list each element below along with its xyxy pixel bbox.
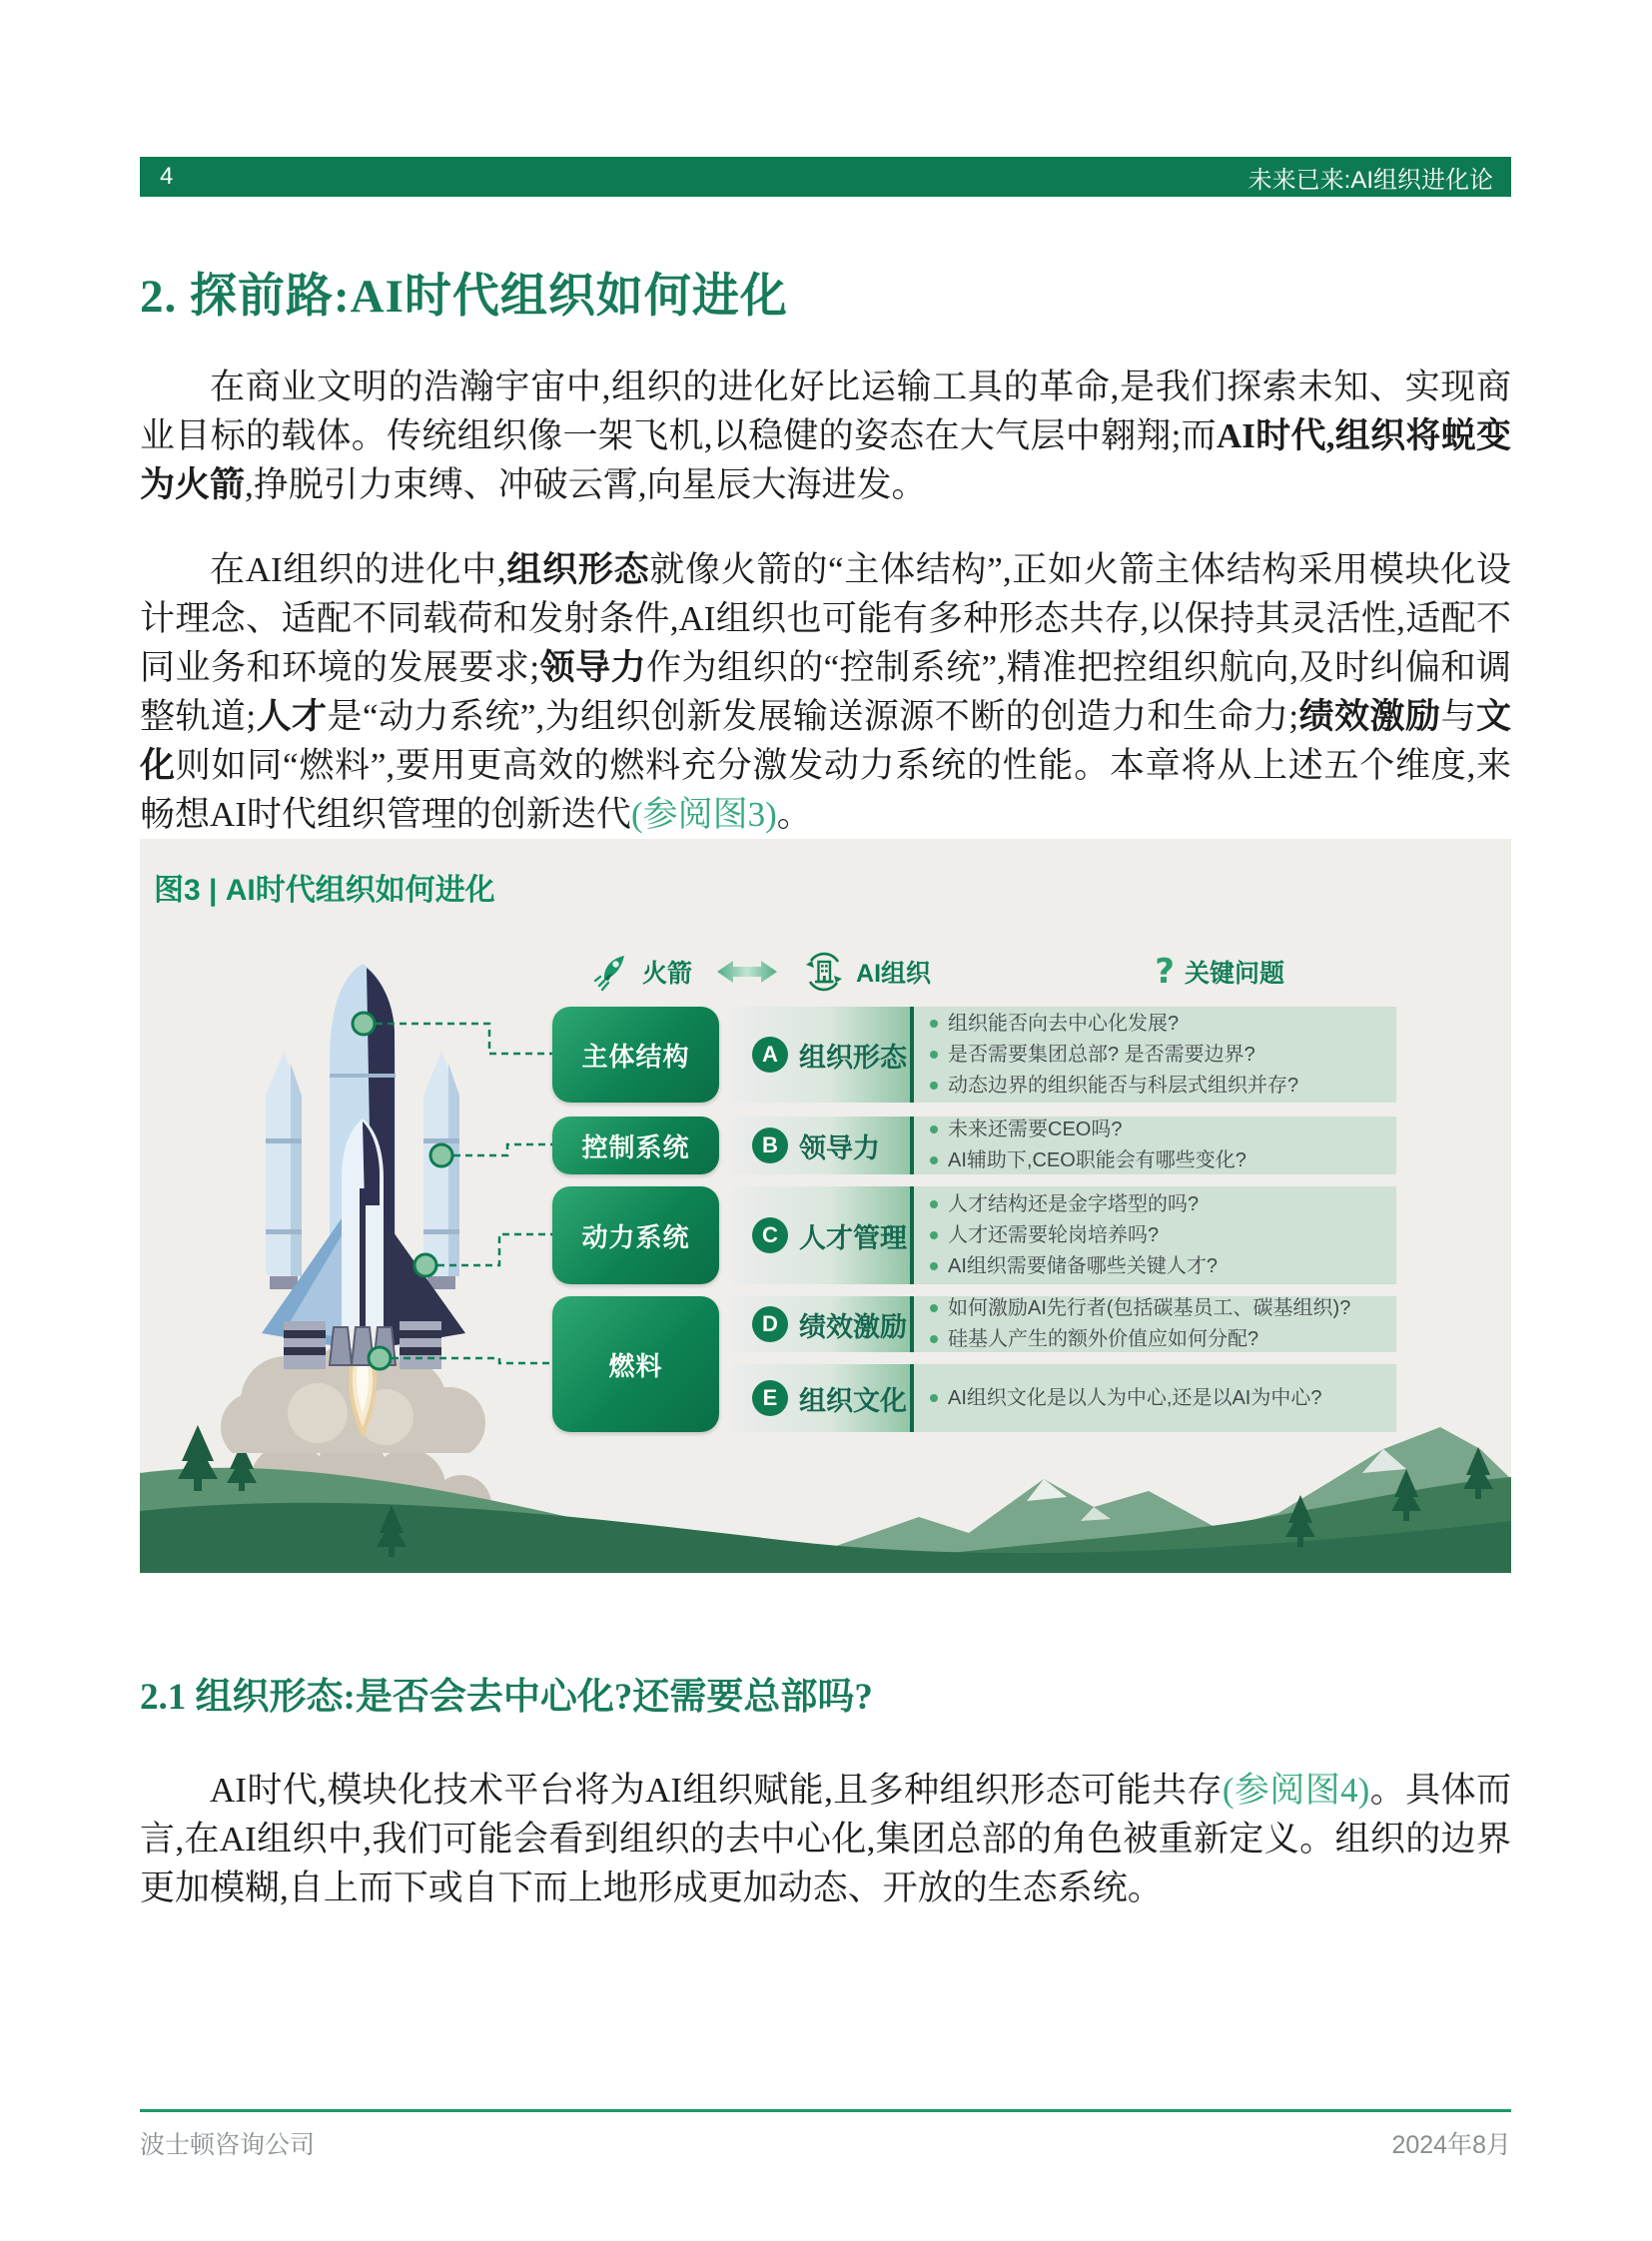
question-text: 未来还需要CEO吗?: [948, 1119, 1123, 1140]
paragraph-2: [140, 545, 1511, 839]
question-item: [930, 1220, 1386, 1251]
footer-company: 波士顿咨询公司: [140, 2131, 316, 2159]
rocket-part-box: 主体结构: [552, 1007, 719, 1103]
question-bullet: [930, 1231, 938, 1239]
question-text: 人才结构还是金字塔型的吗?: [948, 1192, 1200, 1215]
section-2-heading: 2. 探前路:AI时代组织如何进化: [140, 271, 788, 323]
legend-rocket: [592, 952, 692, 992]
question-item: [930, 1009, 1386, 1040]
question-bullet: [930, 1200, 938, 1208]
question-text: AI辅助下,CEO职能会有哪些变化?: [948, 1149, 1246, 1171]
key-questions-label: 关键问题: [1184, 960, 1284, 988]
question-item: [930, 1251, 1386, 1282]
text-run: AI时代,组织将蜕变为火箭: [140, 416, 1511, 504]
question-bullet: [930, 1304, 938, 1312]
paragraph-1: [140, 363, 1511, 509]
doc-header-title: 未来已来:AI组织进化论: [1247, 166, 1493, 194]
aspect-cell: [732, 1296, 910, 1352]
question-text: AI组织文化是以人为中心,还是以AI为中心?: [948, 1386, 1322, 1409]
question-text: AI组织需要储备哪些关键人才?: [948, 1254, 1219, 1277]
questions-cell: [910, 1186, 1396, 1284]
question-item: [930, 1324, 1386, 1355]
question-item: [930, 1145, 1386, 1176]
figure-3: [140, 839, 1511, 1573]
section-2-1-heading: 2.1 组织形态:是否会去中心化?还需要总部吗?: [140, 1677, 873, 1718]
rocket-part-box: 动力系统: [552, 1186, 719, 1284]
text-run: 与: [1440, 697, 1476, 736]
page-footer: [140, 2125, 1511, 2161]
figure-row: [732, 1364, 1396, 1432]
text-run: ,挣脱引力束缚、冲破云霄,向星辰大海进发。: [245, 465, 927, 504]
text-run: 是“动力系统”,为组织创新发展输送源源不断的创造力和生命力;: [327, 697, 1299, 736]
letter-badge: C: [752, 1217, 788, 1253]
ai-org-icon: [802, 950, 846, 994]
rocket-part-box: 控制系统: [552, 1117, 719, 1174]
questions-cell: [910, 1364, 1396, 1432]
aspects-column: [732, 1007, 1396, 1432]
question-text: 是否需要集团总部? 是否需要边界?: [948, 1043, 1255, 1066]
figure-legend: [552, 943, 1396, 1001]
paragraph-3: [140, 1766, 1511, 1912]
rocket-part-box: 燃料: [552, 1296, 719, 1432]
legend-ai-org: [802, 950, 931, 994]
text-run: AI时代,模块化技术平台将为AI组织赋能,且多种组织形态可能共存: [210, 1771, 1223, 1810]
aspect-cell: [732, 1186, 910, 1284]
question-bullet: [930, 1156, 938, 1164]
letter-badge: B: [752, 1127, 788, 1163]
question-mark-icon: ?: [1155, 952, 1175, 992]
aspect-label: 绩效激励: [799, 1311, 907, 1342]
aspect-cell: [732, 1364, 910, 1432]
aspect-label: 组织形态: [799, 1042, 907, 1073]
rocket-legend-label: 火箭: [642, 960, 693, 988]
text-run: 。: [776, 795, 812, 834]
question-item: [930, 1189, 1386, 1220]
figure-title: 图3 | AI时代组织如何进化: [154, 874, 495, 907]
question-bullet: [930, 1262, 938, 1270]
text-run: 作为组织的“控制系统”,精准把控组织航向,及时纠偏和调整轨道;: [140, 648, 1511, 736]
question-bullet: [930, 1394, 938, 1402]
text-run: 组织形态: [505, 550, 650, 589]
text-run: 在AI组织的进化中,: [210, 550, 506, 589]
rocket-icon: [592, 952, 632, 992]
question-bullet: [930, 1125, 938, 1133]
text-run: 就像火箭的“主体结构”,正如火箭主体结构采用模块化设计理念、适配不同载荷和发射条件,AI组织也可能有多种形态共存,以保持其灵活性,适配不同业务和环境的发展要求;: [140, 550, 1511, 687]
question-bullet: [930, 1051, 938, 1059]
question-bullet: [930, 1020, 938, 1028]
aspect-label: 组织文化: [799, 1385, 907, 1416]
text-run: 人才: [256, 697, 328, 736]
letter-badge: E: [752, 1380, 788, 1416]
page-number: 4: [160, 163, 174, 190]
figure-row: [732, 1296, 1396, 1352]
rocket-parts-column: [552, 1007, 719, 1432]
text-run: 则如同“燃料”,要用更高效的燃料充分激发动力系统的性能。本章将从上述五个维度,来畅想AI时代组织管理的创新迭代: [140, 746, 1511, 834]
text-run: 。具体而言,在AI组织中,我们可能会看到组织的去中心化,集团总部的角色被重新定义。组织的边界更加模糊,自上而下或自下而上地形成更加动态、开放的生态系统。: [140, 1771, 1511, 1907]
letter-badge: D: [752, 1306, 788, 1342]
question-text: 硅基人产生的额外价值应如何分配?: [948, 1328, 1259, 1350]
question-text: 人才还需要轮岗培养吗?: [948, 1223, 1160, 1246]
text-run: 领导力: [539, 648, 647, 687]
question-item: [930, 1115, 1386, 1145]
question-item: [930, 1293, 1386, 1324]
question-item: [930, 1383, 1386, 1414]
text-run: 在商业文明的浩瀚宇宙中,组织的进化好比运输工具的革命,是我们探索未知、实现商业目标的载体。传统组织像一架飞机,以稳健的姿态在大气层中翱翔;而: [140, 368, 1511, 455]
questions-cell: [910, 1117, 1396, 1174]
aspect-cell: [732, 1117, 910, 1174]
footer-date: 2024年8月: [1391, 2131, 1511, 2159]
questions-cell: [910, 1007, 1396, 1103]
text-run: 绩效激励: [1298, 697, 1441, 736]
question-item: [930, 1071, 1386, 1102]
figure-row: [732, 1007, 1396, 1103]
question-bullet: [930, 1335, 938, 1343]
question-text: 如何激励AI先行者(包括碳基员工、碳基组织)?: [948, 1297, 1351, 1319]
ai-org-legend-label: AI组织: [856, 960, 932, 988]
figure-reference[interactable]: (参阅图4): [1222, 1771, 1370, 1810]
aspect-label: 领导力: [799, 1132, 880, 1163]
figure-reference[interactable]: (参阅图3): [630, 795, 777, 834]
rocket-illustration: [168, 934, 557, 1453]
figure-row: [732, 1186, 1396, 1284]
letter-badge: A: [752, 1037, 788, 1073]
compare-arrow-icon: [716, 959, 778, 985]
footer-divider: [140, 2109, 1511, 2112]
question-bullet: [930, 1082, 938, 1090]
legend-key-questions: [1155, 952, 1284, 992]
figure-row: [732, 1117, 1396, 1174]
question-item: [930, 1040, 1386, 1071]
figure-table: [552, 1007, 1396, 1432]
text-run: 文化: [140, 697, 1511, 785]
aspect-cell: [732, 1007, 910, 1103]
question-text: 动态边界的组织能否与科层式组织并存?: [948, 1074, 1299, 1097]
questions-cell: [910, 1296, 1396, 1352]
aspect-label: 人才管理: [799, 1222, 907, 1253]
question-text: 组织能否向去中心化发展?: [948, 1012, 1180, 1035]
header-bar: [140, 157, 1511, 197]
